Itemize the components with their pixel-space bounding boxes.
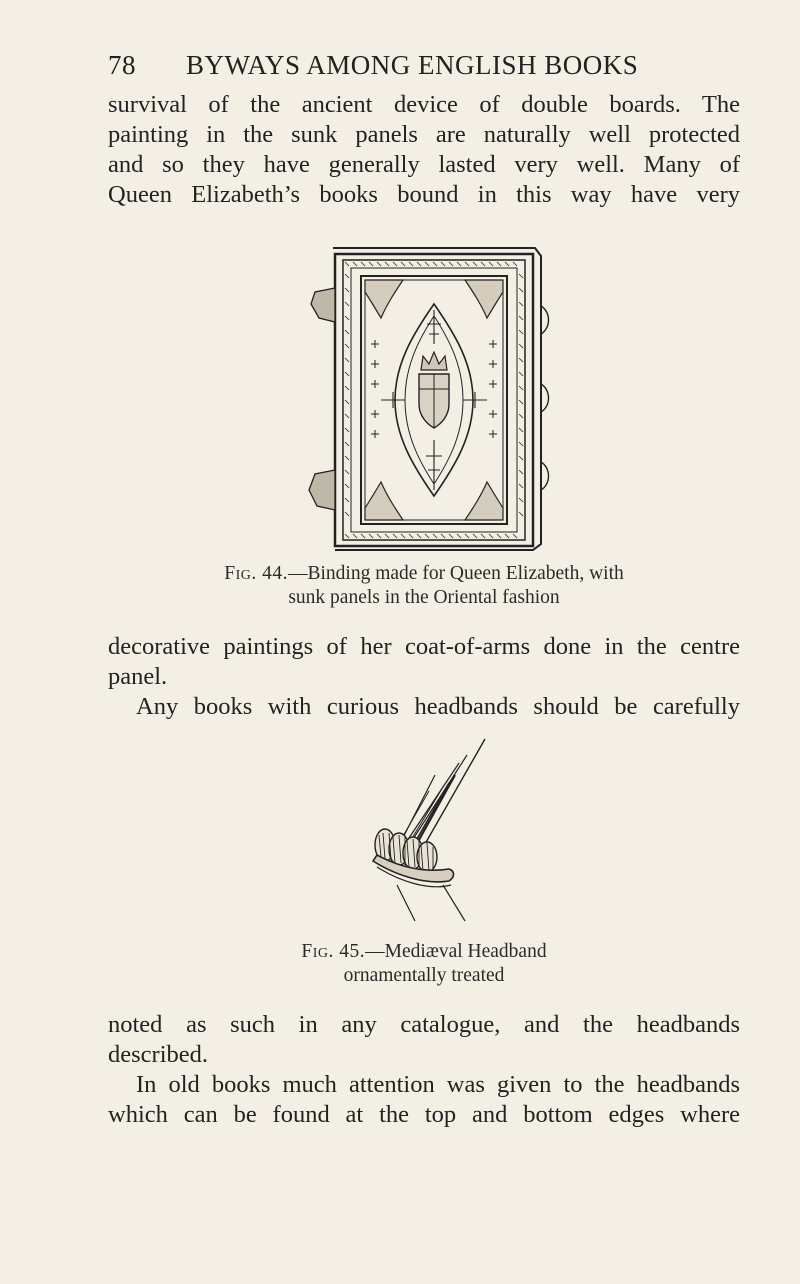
paragraph-2 xyxy=(108,632,740,692)
page-number: 78 xyxy=(108,50,136,80)
text-line: panel. xyxy=(108,663,168,690)
caption-line xyxy=(108,562,740,586)
text-line: decorative paintings of her coat-of-arms done in the centre xyxy=(108,633,740,660)
figure-label: Fig. 44. xyxy=(224,563,288,584)
text-line: painting in the sunk panels are naturally well protected xyxy=(108,121,740,148)
figure-45-caption xyxy=(108,940,740,988)
text-line: Any books with curious headbands should be carefully xyxy=(136,693,740,720)
caption-text: —Binding made for Queen Elizabeth, with xyxy=(288,563,624,584)
figure-label: Fig. 45. xyxy=(301,941,366,962)
paragraph-5 xyxy=(108,1070,740,1130)
running-title: BYWAYS AMONG ENGLISH BOOKS xyxy=(186,50,639,80)
paragraph-1 xyxy=(108,90,740,210)
text-line: which can be found at the top and bottom edges where xyxy=(108,1101,740,1128)
headband-illustration xyxy=(355,735,505,935)
running-head xyxy=(108,50,688,90)
text-line: survival of the ancient device of double boards. The xyxy=(108,91,740,118)
caption-line xyxy=(108,940,740,964)
text-line: noted as such in any catalogue, and the headbands xyxy=(108,1011,740,1038)
text-line: Queen Elizabeth’s books bound in this way have very xyxy=(108,181,740,208)
paragraph-3 xyxy=(108,692,740,722)
caption-text: —Mediæval Headband xyxy=(365,941,547,962)
text-line: In old books much attention was given to the headbands xyxy=(136,1071,740,1098)
text-line: and so they have generally lasted very well. Many of xyxy=(108,151,740,178)
binding-illustration xyxy=(305,244,555,554)
text-line: described. xyxy=(108,1041,208,1068)
caption-line: ornamentally treated xyxy=(343,965,505,986)
figure-44-caption xyxy=(108,562,740,610)
paragraph-4 xyxy=(108,1010,740,1070)
caption-line: sunk panels in the Oriental fashion xyxy=(288,587,560,608)
